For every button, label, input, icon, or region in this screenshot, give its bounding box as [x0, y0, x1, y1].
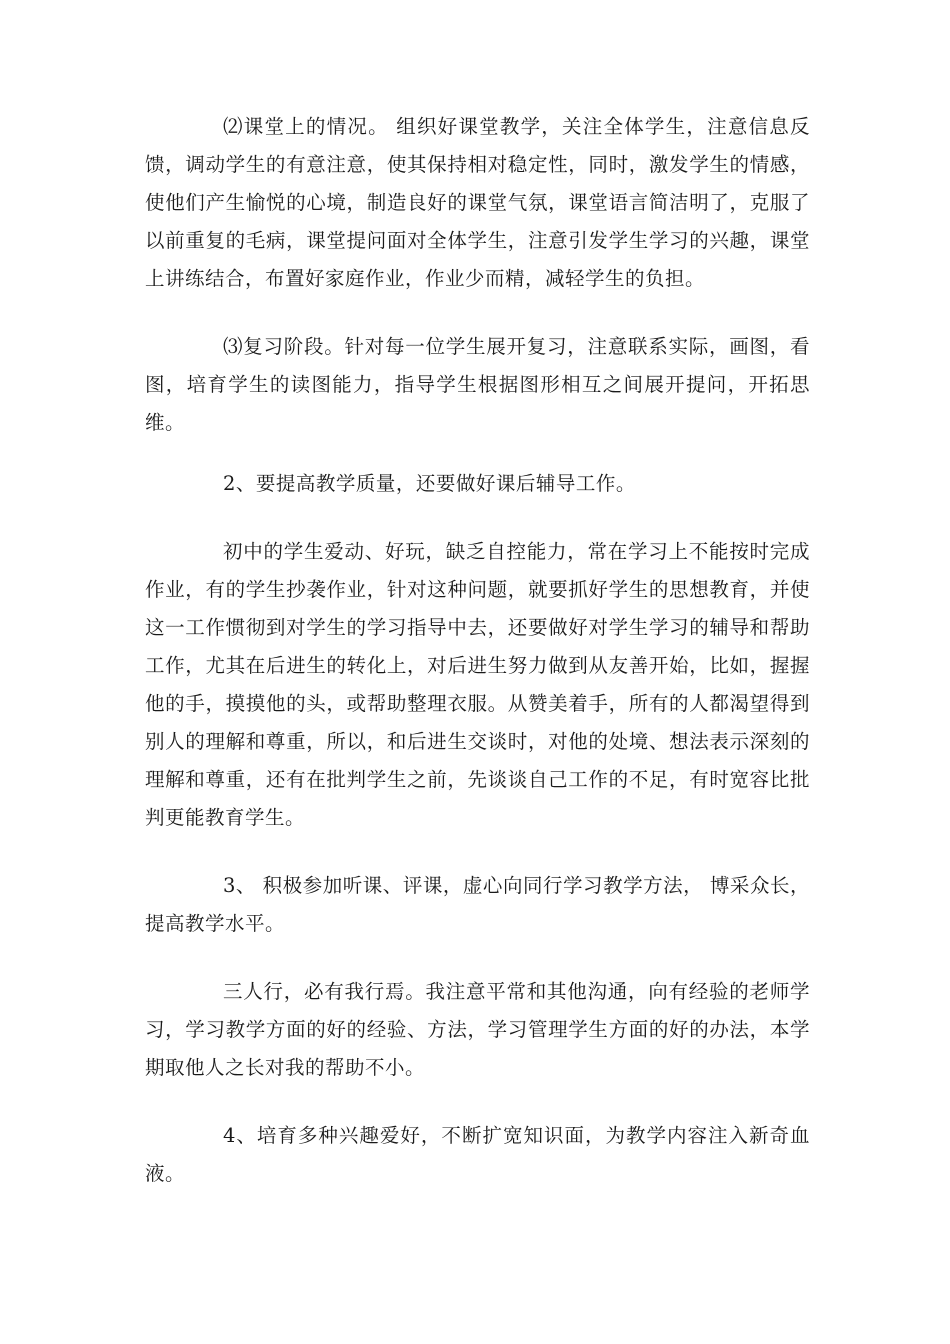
paragraph-heading-lesson-observation: 3、 积极参加听课、评课，虚心向同行学习教学方法， 博采众长，提高教学水平。: [145, 874, 810, 935]
paragraph-heading-interests: 4、培育多种兴趣爱好，不断扩宽知识面，为教学内容注入新奇血液。: [145, 1124, 810, 1185]
paragraph-learning-from-peers: 三人行，必有我行焉。我注意平常和其他沟通，向有经验的老师学习，学习教学方面的好的经验、方法，学习管理学生方面的好的办法，本学期取他人之长对我的帮助不小。: [145, 980, 810, 1079]
paragraph-heading-after-class-tutoring: 2、要提高教学质量，还要做好课后辅导工作。: [223, 472, 636, 495]
paragraph-classroom-situation: ⑵课堂上的情况。 组织好课堂教学，关注全体学生，注意信息反馈，调动学生的有意注意，使其保持相对稳定性，同时，激发学生的情感，使他们产生愉悦的心境，制造良好的课堂气氛，课堂语言简洁明了，克服了以前重复的毛病，课堂提问面对全体学生，注意引发学生学习的兴趣，课堂上讲练结合，布置好家庭作业，作业少而精，减轻学生的负担。: [145, 115, 810, 290]
document-body: [145, 108, 810, 1193]
paragraph-after-class-tutoring: 初中的学生爱动、好玩，缺乏自控能力，常在学习上不能按时完成作业，有的学生抄袭作业，针对这种问题，就要抓好学生的思想教育，并使这一工作惯彻到对学生的学习指导中去，还要做好对学生学习的辅导和帮助工作，尤其在后进生的转化上，对后进生努力做到从友善开始，比如，握握他的手，摸摸他的头，或帮助整理衣服。从赞美着手，所有的人都渴望得到别人的理解和尊重，所以，和后进生交谈时，对他的处境、想法表示深刻的理解和尊重，还有在批判学生之前，先谈谈自己工作的不足，有时宽容比批判更能教育学生。: [145, 540, 810, 829]
paragraph-review-stage: ⑶复习阶段。针对每一位学生展开复习，注意联系实际，画图，看图，培育学生的读图能力，指导学生根据图形相互之间展开提问，开拓思维。: [145, 335, 810, 434]
